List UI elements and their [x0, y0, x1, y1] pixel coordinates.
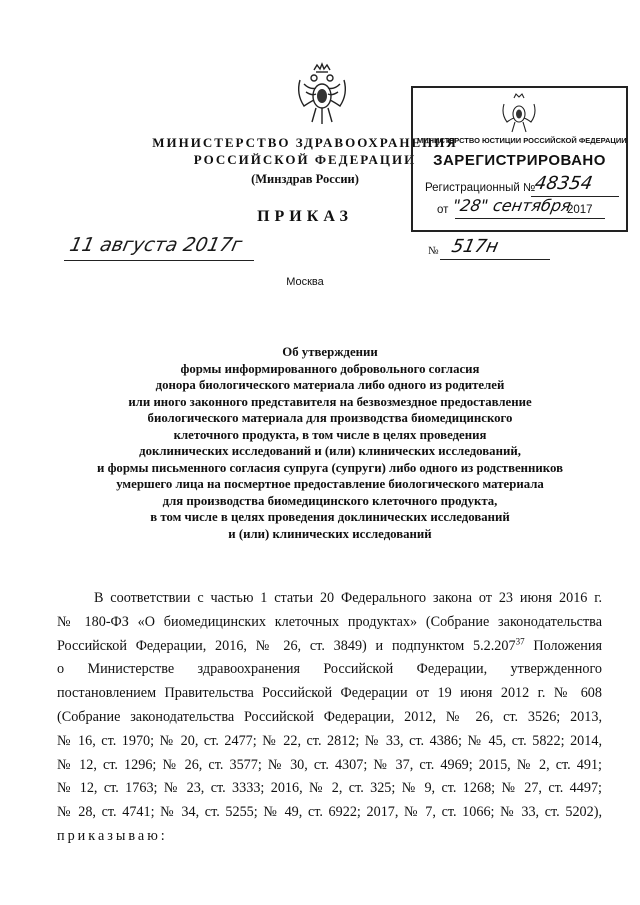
- heading-line: клеточного продукта, в том числе в целях проведения: [173, 427, 487, 442]
- order-number-underline: [440, 259, 550, 260]
- heading-line: Об утверждении: [282, 345, 378, 359]
- heading-line: доклинических исследований и (или) клинических исследований,: [139, 444, 521, 458]
- body-line: № 12, ст. 1763; № 23, ст. 3333; 2016, № 2, ст. 325; № 9, ст. 1268; № 27, ст. 4497;: [57, 780, 602, 797]
- registration-stamp: [411, 86, 628, 232]
- stamp-reg-number-value: 48354: [533, 173, 595, 194]
- body-line: о Министерстве здравоохранения Российской Федерации, утвержденного: [57, 661, 602, 678]
- order-number-sign: №: [428, 245, 439, 257]
- order-number-handwritten: 517н: [449, 236, 501, 257]
- body-line: № 16, ст. 1970; № 20, ст. 2477; № 22, ст. 2812; № 33, ст. 4386; № 45, ст. 5822; 2014,: [57, 732, 602, 749]
- order-title: ПРИКАЗ: [257, 208, 353, 225]
- body-line: (Собрание законодательства Российской Федерации, 2012, № 26, ст. 3526; 2013,: [57, 708, 602, 725]
- body-line: постановлением Правительства Российской Федерации от 19 июня 2012 г. № 608: [57, 685, 602, 702]
- heading-line: или иного законного представителя на безвозмездное предоставление: [128, 394, 532, 409]
- body-line: № 28, ст. 4741; № 34, ст. 5255; № 49, ст. 6922; 2017, № 7, ст. 1066; № 33, ст. 5202),: [57, 804, 602, 821]
- stamp-registered-label: ЗАРЕГИСТРИРОВАНО: [433, 152, 606, 169]
- heading-line: и формы письменного согласия супруга (супруги) либо одного из родственников: [97, 460, 563, 475]
- heading-line: в том числе в целях проведения доклинических исследований: [150, 510, 510, 524]
- stamp-date-handwritten: "28" сентября: [451, 196, 573, 215]
- stamp-ministry-name: МИНИСТЕРСТВО ЮСТИЦИИ РОССИЙСКОЙ ФЕДЕРАЦИИ: [417, 136, 627, 145]
- heading-line: и (или) клинических исследований: [228, 526, 432, 541]
- ministry-name-line1: МИНИСТЕРСТВО ЗДРАВООХРАНЕНИЯ: [152, 135, 458, 150]
- coat-of-arms-emblem: [292, 62, 352, 128]
- heading-line: донора биологического материала либо одного из родителей: [155, 378, 505, 392]
- stamp-date-year: 2017: [567, 204, 593, 216]
- body-line-text: Российской Федерации, 2016, № 26, ст. 3849) и подпунктом 5.2.207: [57, 637, 516, 654]
- body-line: [57, 635, 602, 659]
- stamp-emblem-icon: [499, 92, 539, 134]
- body-line-order-verb: приказываю:: [57, 827, 168, 844]
- stamp-date-prefix: от: [437, 204, 449, 216]
- order-date-underline: [64, 260, 254, 261]
- order-heading: [60, 344, 600, 542]
- body-line: В соответствии с частью 1 статьи 20 Федерального закона от 23 июня 2016 г.: [94, 590, 602, 606]
- body-line: № 12, ст. 1296; № 26, ст. 3577; № 30, ст. 4307; № 37, ст. 4969; 2015, № 2, ст. 491;: [57, 756, 602, 773]
- stamp-date-underline: [455, 218, 605, 219]
- heading-line: умершего лица на посмертное предоставление биологического материала: [116, 477, 544, 491]
- heading-line: формы информированного добровольного согласия: [180, 361, 480, 376]
- order-date-handwritten: 11 августа 2017г: [67, 234, 245, 256]
- heading-line: для производства биомедицинского клеточного продукта,: [162, 493, 498, 508]
- footnote-superscript: 37: [515, 635, 525, 646]
- heading-line: биологического материала для производства биомедицинского: [147, 411, 513, 425]
- body-line-text: Положения: [524, 637, 602, 654]
- order-date: [64, 232, 264, 270]
- city: Москва: [286, 276, 324, 288]
- stamp-reg-number-label: Регистрационный №: [425, 182, 536, 194]
- order-body: [57, 587, 602, 849]
- ministry-name-line2: РОССИЙСКОЙ ФЕДЕРАЦИИ: [193, 152, 417, 167]
- body-line: № 180-ФЗ «О биомедицинских клеточных продуктах» (Собрание законодательства: [57, 613, 602, 630]
- ministry-short-name: (Минздрав России): [251, 172, 359, 186]
